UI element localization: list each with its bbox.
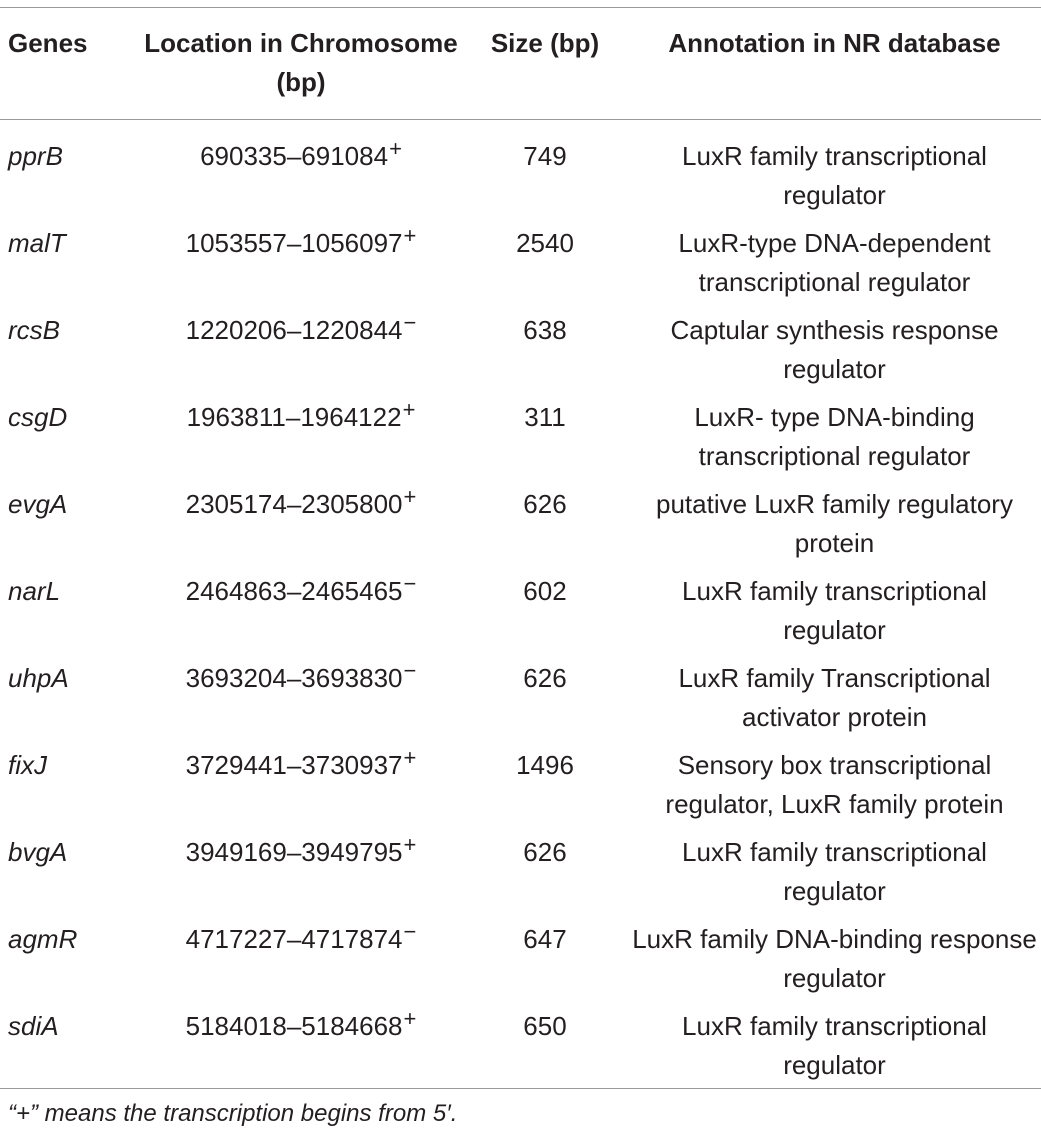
strand-marker: + xyxy=(403,745,417,770)
header-genes: Genes xyxy=(8,28,88,58)
location-cell xyxy=(140,746,462,833)
gene-name: evgA xyxy=(8,489,68,519)
location-range: 2305174–2305800 xyxy=(185,489,403,519)
location-range: 690335–691084 xyxy=(200,141,389,171)
strand-marker: − xyxy=(403,310,417,335)
size-cell: 626 xyxy=(523,837,567,867)
size-cell: 626 xyxy=(523,489,567,519)
table-row xyxy=(0,659,1041,746)
annotation-cell: LuxR- type DNA-binding transcriptional regulator xyxy=(694,402,975,471)
table-row xyxy=(0,1007,1041,1089)
strand-marker: − xyxy=(403,919,417,944)
gene-name: pprB xyxy=(8,141,63,171)
location-cell xyxy=(140,572,462,659)
gene-name: sdiA xyxy=(8,1011,59,1041)
size-cell: 311 xyxy=(524,402,566,432)
location-cell xyxy=(140,398,462,485)
size-cell: 2540 xyxy=(516,228,574,258)
location-range: 5184018–5184668 xyxy=(185,1011,403,1041)
header-annotation: Annotation in NR database xyxy=(668,28,1001,58)
size-cell: 647 xyxy=(523,924,567,954)
header-row xyxy=(0,8,1041,120)
location-range: 3693204–3693830 xyxy=(185,663,403,693)
strand-marker: + xyxy=(403,832,417,857)
annotation-cell: LuxR family transcriptional regulator xyxy=(682,141,987,210)
table-row xyxy=(0,920,1041,1007)
gene-name: malT xyxy=(8,228,66,258)
location-range: 3949169–3949795 xyxy=(185,837,403,867)
location-cell xyxy=(140,485,462,572)
gene-name: agmR xyxy=(8,924,78,954)
location-range: 3729441–3730937 xyxy=(185,750,403,780)
strand-marker: + xyxy=(402,397,416,422)
strand-marker: + xyxy=(389,136,402,161)
table-row xyxy=(0,572,1041,659)
location-cell xyxy=(140,120,462,225)
strand-marker: + xyxy=(403,1006,417,1031)
annotation-cell: LuxR family transcriptional regulator xyxy=(682,837,987,906)
annotation-cell: Sensory box transcriptional regulator, LuxR family protein xyxy=(665,750,1004,819)
location-cell xyxy=(140,833,462,920)
location-range: 1220206–1220844 xyxy=(185,315,403,345)
strand-marker: − xyxy=(403,571,417,596)
table-row xyxy=(0,224,1041,311)
strand-marker: + xyxy=(403,484,417,509)
table-row xyxy=(0,485,1041,572)
size-cell: 626 xyxy=(523,663,567,693)
table-footnote: “+” means the transcription begins from 5′. xyxy=(8,1100,458,1127)
table-row xyxy=(0,311,1041,398)
location-cell xyxy=(140,224,462,311)
location-range: 4717227–4717874 xyxy=(185,924,403,954)
gene-name: fixJ xyxy=(8,750,47,780)
table-header xyxy=(0,8,1041,120)
location-range: 1963811–1964122 xyxy=(186,402,402,432)
location-cell xyxy=(140,311,462,398)
table-row xyxy=(0,746,1041,833)
location-range: 1053557–1056097 xyxy=(185,228,403,258)
table-row xyxy=(0,120,1041,225)
gene-name: csgD xyxy=(8,402,68,432)
size-cell: 638 xyxy=(523,315,567,345)
size-cell: 749 xyxy=(523,141,567,171)
gene-name: rcsB xyxy=(8,315,60,345)
gene-name: bvgA xyxy=(8,837,68,867)
annotation-cell: LuxR-type DNA-dependent transcriptional regulator xyxy=(678,228,991,297)
location-cell xyxy=(140,920,462,1007)
annotation-cell: putative LuxR family regulatory protein xyxy=(656,489,1013,558)
annotation-cell: LuxR family DNA-binding response regulator xyxy=(632,924,1037,993)
annotation-cell: LuxR family Transcriptional activator protein xyxy=(678,663,991,732)
gene-name: narL xyxy=(8,576,61,606)
size-cell: 602 xyxy=(523,576,567,606)
annotation-cell: LuxR family transcriptional regulator xyxy=(682,1011,987,1080)
annotation-cell: LuxR family transcriptional regulator xyxy=(682,576,987,645)
location-cell xyxy=(140,659,462,746)
table-row xyxy=(0,398,1041,485)
table-row xyxy=(0,833,1041,920)
strand-marker: − xyxy=(403,658,417,683)
size-cell: 650 xyxy=(523,1011,567,1041)
location-cell xyxy=(140,1007,462,1089)
location-range: 2464863–2465465 xyxy=(185,576,403,606)
table-body xyxy=(0,120,1041,1089)
header-size: Size (bp) xyxy=(490,28,600,58)
annotation-cell: Captular synthesis response regulator xyxy=(670,315,999,384)
size-cell: 1496 xyxy=(516,750,574,780)
gene-name: uhpA xyxy=(8,663,69,693)
genes-table xyxy=(0,7,1041,1089)
strand-marker: + xyxy=(403,223,417,248)
header-location: Location in Chromosome (bp) xyxy=(144,28,458,97)
